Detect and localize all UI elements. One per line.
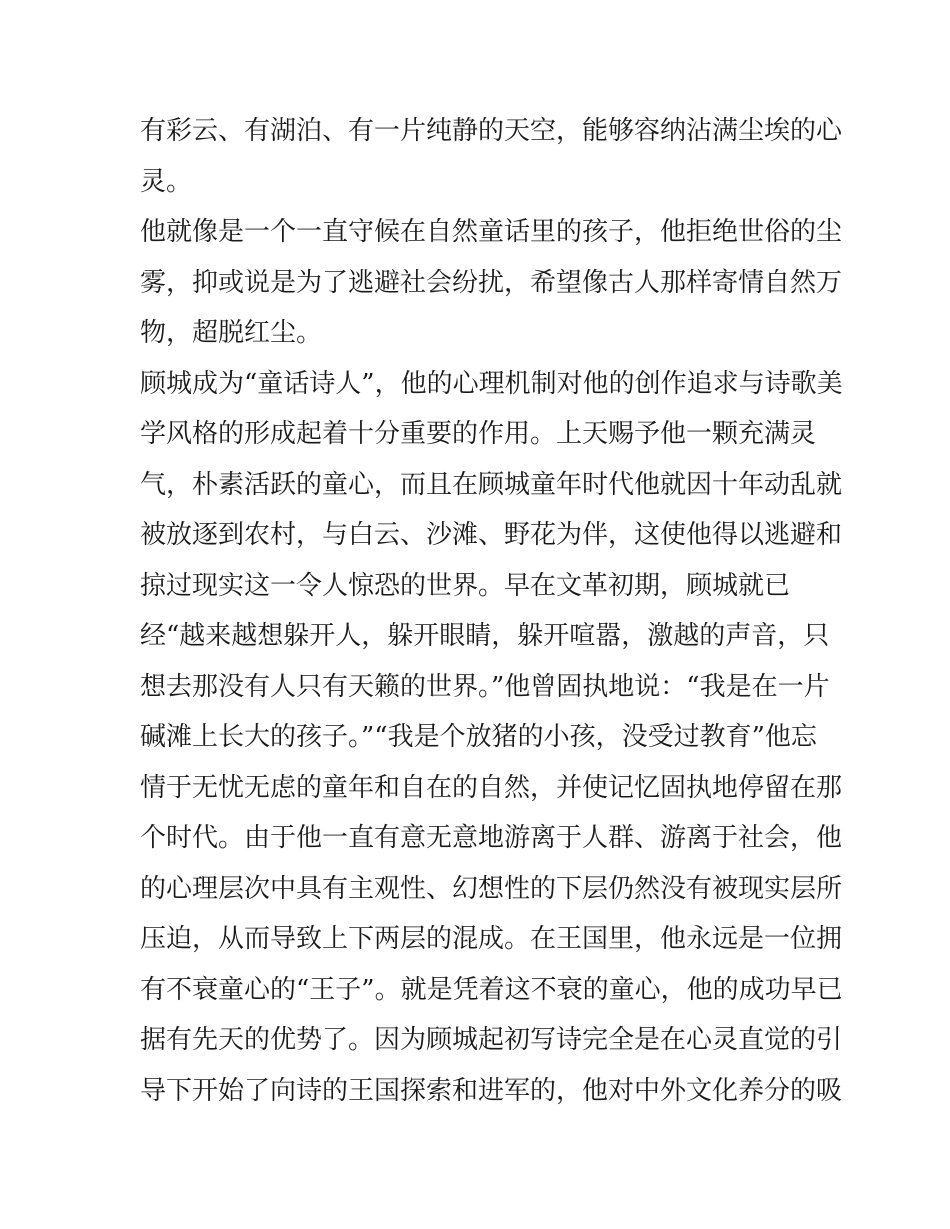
text-line: 他就像是一个一直守候在自然童话里的孩子，他拒绝世俗的尘 [140, 217, 843, 247]
text-line: 经“越来越想躲开人，躲开眼睛，躲开喧嚣，激越的声音，只 [140, 621, 830, 651]
text-line: 物，超脱红尘。 [140, 318, 323, 348]
text-line: 气，朴素活跃的童心，而且在顾城童年时代他就因十年动乱就 [140, 469, 843, 500]
text-line: 被放逐到农村，与白云、沙滩、野花为伴，这使他得以逃避和 [140, 520, 843, 550]
body-text [140, 106, 843, 1116]
text-line: 有不衰童心的“王子”。就是凭着这不衰的童心，他的成功早已 [140, 974, 843, 1005]
text-line: 碱滩上长大的孩子。”“我是个放猪的小孩，没受过教育”他忘 [140, 722, 817, 752]
text-line: 灵。 [140, 166, 193, 197]
text-line: 据有先天的优势了。因为顾城起初写诗完全是在心灵直觉的引 [140, 1025, 843, 1055]
text-line: 的心理层次中具有主观性、幻想性的下层仍然没有被现实层所 [140, 873, 843, 904]
text-line: 学风格的形成起着十分重要的作用。上天赐予他一颗充满灵 [140, 419, 817, 449]
text-line: 想去那没有人只有天籁的世界。”他曾固执地说：“我是在一片 [140, 671, 830, 702]
text-line: 雾，抑或说是为了逃避社会纷扰，希望像古人那样寄情自然万 [140, 267, 843, 298]
text-line: 情于无忧无虑的童年和自在的自然，并使记忆固执地停留在那 [140, 772, 843, 803]
text-line: 压迫，从而导致上下两层的混成。在王国里，他永远是一位拥 [140, 924, 843, 954]
text-line: 掠过现实这一令人惊恐的世界。早在文革初期，顾城就已 [140, 570, 791, 601]
text-line: 导下开始了向诗的王国探索和进军的，他对中外文化养分的吸 [140, 1075, 843, 1106]
text-line: 顾城成为“童话诗人”，他的心理机制对他的创作追求与诗歌美 [140, 368, 843, 399]
text-line: 个时代。由于他一直有意无意地游离于人群、游离于社会，他 [140, 823, 843, 853]
text-line: 有彩云、有湖泊、有一片纯静的天空，能够容纳沾满尘埃的心 [140, 116, 843, 146]
